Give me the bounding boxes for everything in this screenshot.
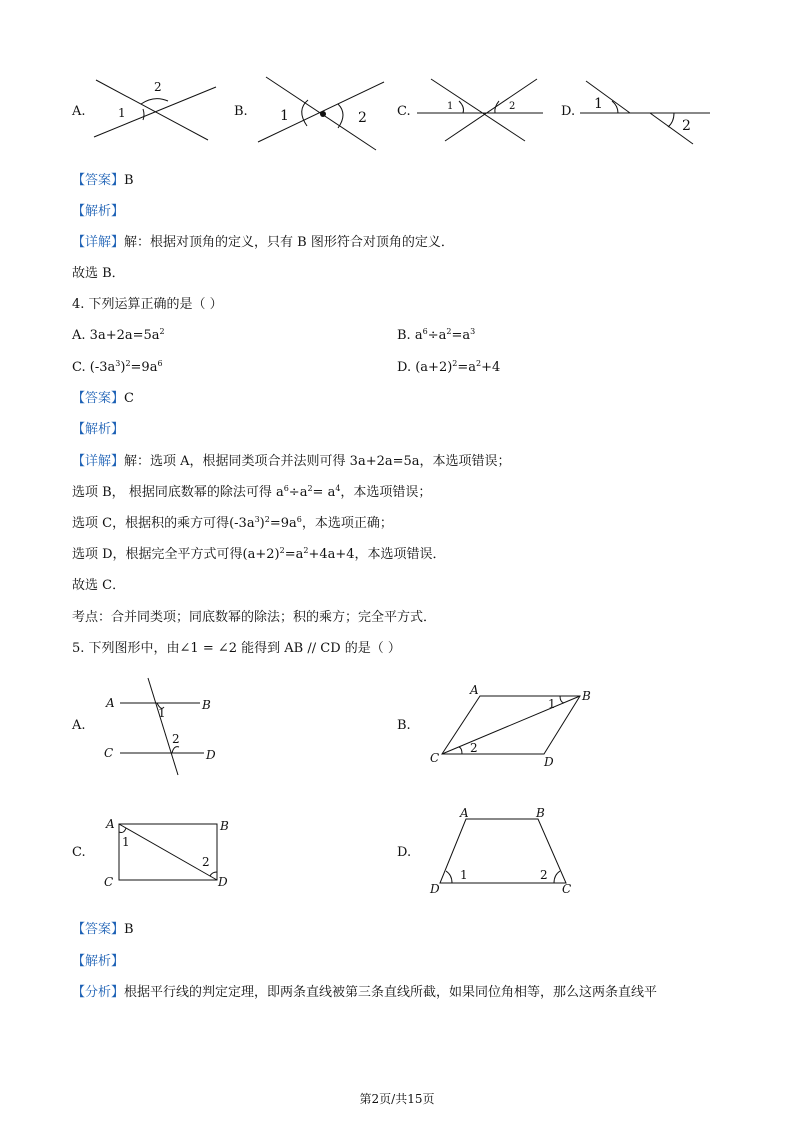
q3-option-d-letter: D.: [561, 104, 576, 119]
q3-answer-line: [72, 173, 134, 189]
q3-c-angle-1: 1: [447, 101, 454, 112]
q3-a-angle-1: 1: [118, 106, 126, 120]
q5-b-label-c: C: [430, 751, 440, 765]
q3-analysis-tag: 【解析】: [72, 204, 125, 219]
q5-c-label-c: C: [104, 875, 114, 889]
q3-figure-a: [88, 75, 228, 145]
q5-c-angle-2: 2: [202, 855, 210, 869]
q3-option-c-letter: C.: [397, 104, 411, 119]
q5-a-angle-2: 2: [172, 732, 180, 746]
q5-c-label-b: B: [220, 819, 229, 833]
q4-conclusion: 故选 C．: [72, 578, 126, 593]
q3-detail: 解：根据对顶角的定义，只有 B 图形符合对顶角的定义．: [124, 235, 454, 250]
q4-answer: C: [124, 391, 134, 406]
q4-option-c: C. $(-3a^3)^2=9a^6$: [72, 359, 163, 375]
q5-answer-tag: 【答案】: [72, 922, 125, 937]
q3-d-angle-1: 1: [594, 96, 603, 112]
q4-option-d: D. $(a+2)^2=a^2+4$: [397, 359, 501, 375]
q4-analysis-tag: 【解析】: [72, 422, 125, 437]
q4-detail-line1: 【详解】解：选项 A，根据同类项合并法则可得 3a+2a=5a，本选项错误；: [72, 454, 511, 469]
q3-b-angle-1: 1: [280, 108, 289, 124]
q5-analysis-tag: 【解析】: [72, 954, 125, 969]
q5-a-label-a: A: [106, 696, 115, 710]
q4-detail-tag: 【详解】: [72, 454, 125, 469]
q4-kaodian: 考点：合并同类项；同底数幂的除法；积的乘方；完全平方式．: [72, 610, 437, 625]
q5-b-label-d: D: [544, 755, 554, 769]
q5-b-angle-2: 2: [470, 741, 478, 755]
q5-stem: 5. 下列图形中，由∠1 = ∠2 能得到 AB // CD 的是（ ）: [72, 641, 401, 656]
q4-answer-tag: 【答案】: [72, 391, 125, 406]
q5-figure-d: [426, 805, 586, 895]
q3-answer: B: [124, 173, 134, 188]
q5-figure-c: [102, 812, 242, 892]
q5-d-angle-2: 2: [540, 868, 548, 882]
q4-detail-line4: 选项 D，根据完全平方式可得$(a+2)^2=a^2+4a+4$，本选项错误．: [72, 546, 446, 562]
q3-detail-line: [72, 235, 454, 251]
q4-stem: 4. 下列运算正确的是（ ）: [72, 297, 223, 312]
q3-c-angle-2: 2: [509, 101, 516, 112]
q5-a-label-b: B: [202, 698, 211, 712]
q5-option-d-letter: D.: [397, 845, 412, 860]
q5-option-a-letter: A.: [72, 718, 86, 733]
q5-answer-line: [72, 922, 134, 938]
q5-a-label-d: D: [206, 748, 216, 762]
q5-b-label-a: A: [470, 683, 479, 697]
q5-b-angle-1: 1: [548, 697, 556, 711]
q3-answer-tag: 【答案】: [72, 173, 125, 188]
q5-answer: B: [124, 922, 134, 937]
q3-b-angle-2: 2: [358, 110, 367, 126]
q5-b-label-b: B: [582, 689, 591, 703]
q3-figure-b: [252, 72, 392, 152]
q5-analysis-line: 【分析】根据平行线的判定定理，即两条直线被第三条直线所截，如果同位角相等，那么这两条直线平: [72, 985, 658, 1000]
q5-option-c-letter: C.: [72, 845, 86, 860]
q4-answer-line: [72, 391, 134, 407]
q3-a-angle-2: 2: [154, 80, 162, 94]
q5-d-label-a: A: [460, 806, 469, 820]
q5-a-angle-1: 1: [158, 706, 166, 720]
q4-option-b: B. $a^6\div a^2=a^3$: [397, 327, 476, 343]
page-footer: 第2页/共15页: [359, 1092, 435, 1106]
q5-option-b-letter: B.: [397, 718, 411, 733]
q5-figure-a: [102, 675, 232, 785]
q5-d-label-b: B: [536, 806, 545, 820]
q5-figure-b: [426, 682, 606, 772]
q3-option-b-letter: B.: [234, 104, 248, 119]
q4-detail-line2: 选项 B， 根据同底数幂的除法可得 $a^6\div a^2= a^4$，本选项错误；: [72, 484, 432, 500]
q3-figure-d: [578, 78, 718, 148]
q5-c-angle-1: 1: [122, 835, 130, 849]
q3-option-a-letter: A.: [72, 104, 86, 119]
q4-option-a: A. $3a+2a=5a^2$: [72, 327, 165, 343]
q5-c-label-d: D: [218, 875, 228, 889]
q4-detail-line3: 选项 C，根据积的乘方可得$(-3a^3)^2=9a^6$，本选项正确；: [72, 515, 393, 531]
q5-a-label-c: C: [104, 746, 114, 760]
q5-analysis-label: 【分析】: [72, 985, 125, 1000]
q5-d-label-d: D: [430, 882, 440, 896]
q3-conclusion: 故选 B．: [72, 266, 125, 281]
q5-c-label-a: A: [106, 817, 115, 831]
q3-figure-c: [415, 75, 550, 145]
q5-d-angle-1: 1: [460, 868, 468, 882]
q3-detail-tag: 【详解】: [72, 235, 125, 250]
q3-d-angle-2: 2: [682, 118, 691, 134]
q5-d-label-c: C: [562, 882, 572, 896]
